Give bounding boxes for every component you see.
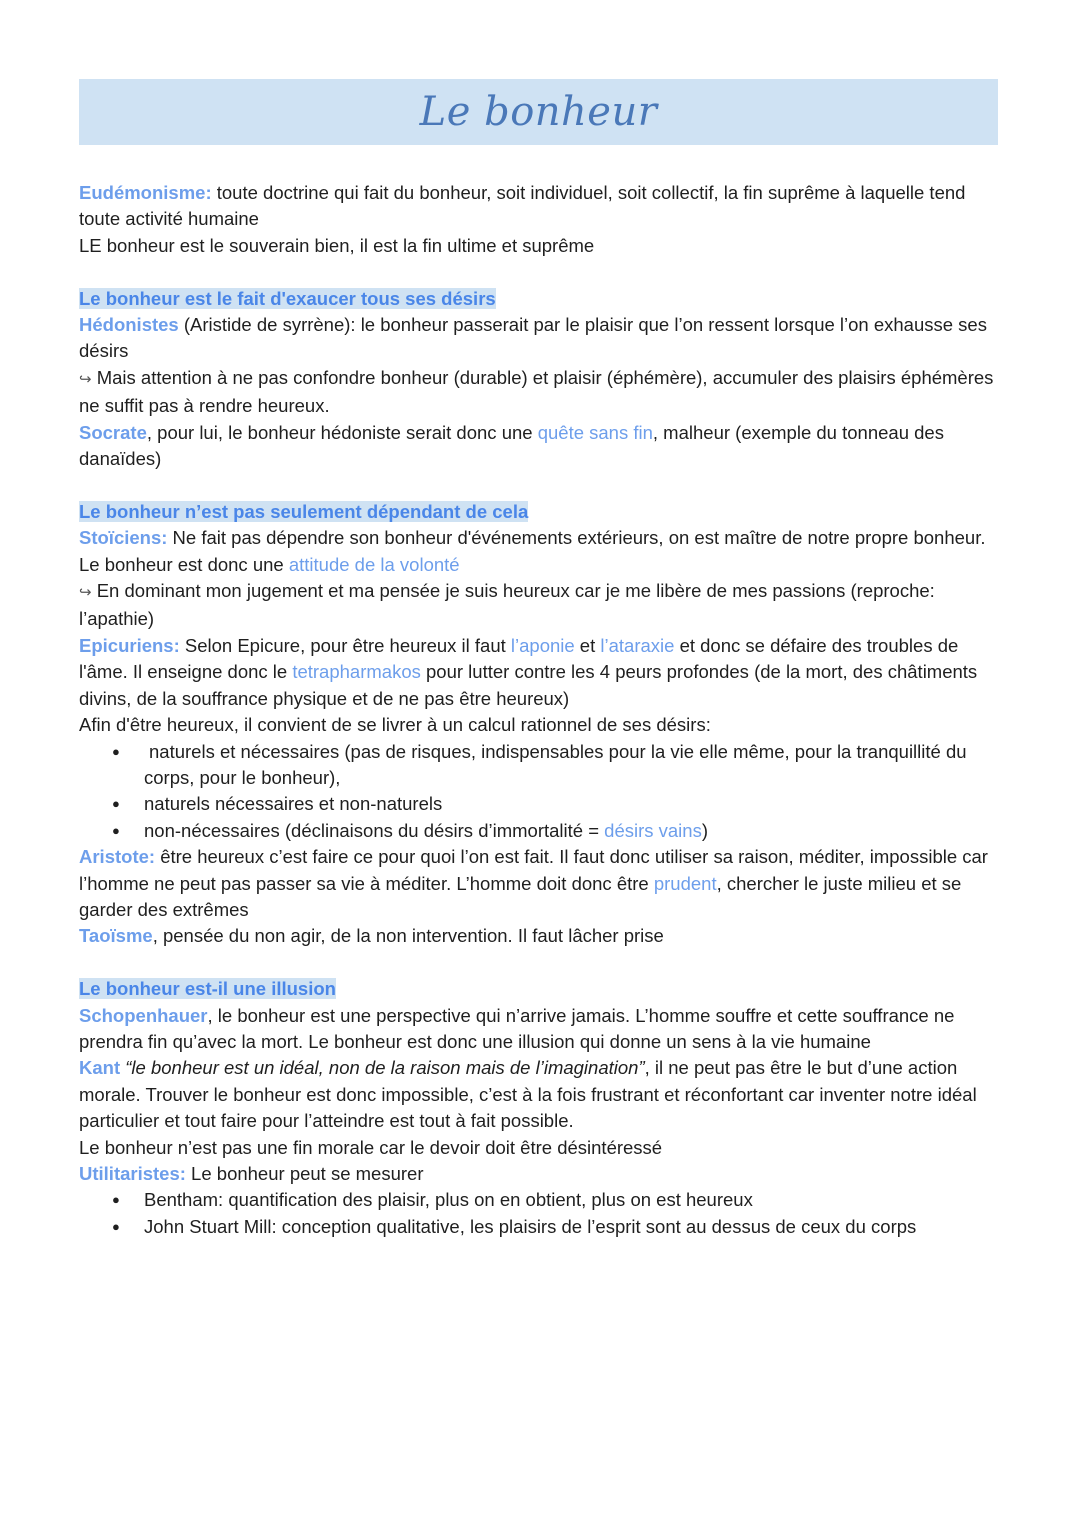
term-schopenhauer: Schopenhauer xyxy=(79,1004,208,1026)
title-banner xyxy=(79,79,998,145)
socrate-paragraph: Socrate, pour lui, le bonheur hédoniste serait donc une quête sans fin, malheur (exemple du tonneau des danaïdes) xyxy=(79,421,944,470)
intro-paragraph: Eudémonisme: toute doctrine qui fait du bonheur, soit individuel, soit collectif, la fin suprême à laquelle tend toute activité humaine xyxy=(79,182,966,230)
section-heading-2: Le bonheur n’est pas seulement dépendant de cela xyxy=(79,500,529,522)
aristote-paragraph: Aristote: être heureux c’est faire ce pour quoi l’on est fait. Il faut donc utiliser sa raison, méditer, impossible car l’homme ne peut pas passer sa vie à méditer. L’homme doit donc être prudent, chercher le juste milieu et se garder des extrêmes xyxy=(79,846,988,920)
hedonistes-paragraph: Hédonistes (Aristide de syrrène): le bonheur passerait par le plaisir que l’on ressent lorsque l’on exhausse ses désirs xyxy=(79,314,987,362)
term-utilitaristes: Utilitaristes: xyxy=(79,1162,186,1184)
arrow-paragraph-1: ↪ Mais attention à ne pas confondre bonheur (durable) et plaisir (éphémère), accumuler des plaisirs éphémères ne suffit pas à rendre heureux. xyxy=(79,366,994,417)
concept-desirs-vains: désirs vains xyxy=(604,819,702,841)
term-eudemonisme: Eudémonisme: xyxy=(79,182,212,203)
stoiciens-paragraph: Stoïciens: Ne fait pas dépendre son bonheur d'événements extérieurs, on est maître de notre propre bonheur. Le bonheur est donc une attitude de la volonté xyxy=(79,527,986,575)
term-socrate: Socrate xyxy=(79,421,147,443)
term-epicuriens: Epicuriens: xyxy=(79,634,180,656)
term-kant: Kant xyxy=(79,1057,121,1079)
term-hedonistes: Hédonistes xyxy=(79,314,179,336)
calcul-paragraph: Afin d'être heureux, il convient de se livrer à un calcul rationnel de ses désirs: xyxy=(79,714,711,736)
document-body xyxy=(79,180,1009,1240)
list-item: ● naturels et nécessaires (pas de risques, indispensables pour la vie elle même, pour la tranquillité du corps, pour le bonheur), xyxy=(79,739,1009,792)
list-item: ● non-nécessaires (déclinaisons du désirs d’immortalité = désirs vains) xyxy=(79,818,1009,844)
arrow-paragraph-2: ↪ En dominant mon jugement et ma pensée je suis heureux car je me libère de mes passions (reproche: l’apathie) xyxy=(79,580,935,630)
desirs-list xyxy=(79,739,1009,845)
utilitaristes-paragraph: Utilitaristes: Le bonheur peut se mesurer xyxy=(79,1162,424,1184)
section-heading-1: Le bonheur est le fait d'exaucer tous ses désirs xyxy=(79,287,496,309)
concept-aponie: l’aponie xyxy=(510,634,575,656)
schopenhauer-paragraph: Schopenhauer, le bonheur est une perspective qui n’arrive jamais. L’homme souffre et cette souffrance ne prendra fin qu’avec la mort. Le bonheur est donc une illusion qui donne un sens à la vie humaine xyxy=(79,1004,955,1052)
list-item: ● Bentham: quantification des plaisir, plus on en obtient, plus on est heureux xyxy=(79,1187,1009,1213)
term-stoiciens: Stoïciens: xyxy=(79,527,168,549)
concept-volonte: attitude de la volonté xyxy=(288,553,460,575)
moral-paragraph: Le bonheur n’est pas une fin morale car le devoir doit être désintéressé xyxy=(79,1136,663,1158)
utilitaristes-list xyxy=(79,1187,1009,1240)
concept-quete: quête sans fin xyxy=(537,421,653,443)
concept-prudent: prudent xyxy=(653,872,717,894)
page-title: Le bonheur xyxy=(419,89,658,135)
list-item: ● John Stuart Mill: conception qualitative, les plaisirs de l’esprit sont au dessus de ceux du corps xyxy=(79,1214,1009,1240)
epicuriens-paragraph: Epicuriens: Selon Epicure, pour être heureux il faut l’aponie et l’ataraxie et donc se défaire des troubles de l'âme. Il enseigne donc le tetrapharmakos pour lutter contre les 4 peurs profondes (de la mort, des châtiments divins, de la souffrance physique et de ne pas être heureux) xyxy=(79,634,978,709)
taoisme-paragraph: Taoïsme, pensée du non agir, de la non intervention. Il faut lâcher prise xyxy=(79,925,664,947)
section-heading-3: Le bonheur est-il une illusion xyxy=(79,978,336,1000)
kant-paragraph: Kant “le bonheur est un idéal, non de la raison mais de l’imagination”, il ne peut pas être le but d’une action morale. Trouver le bonheur est donc impossible, c’est à la fois frustrant et réconfortant car inventer notre idéal particulier et tout faire pour l’atteindre est tout à fait possible. xyxy=(79,1057,977,1132)
arrow-icon: ↪ xyxy=(79,584,92,602)
term-aristote: Aristote: xyxy=(79,846,156,868)
concept-tetrapharmakos: tetrapharmakos xyxy=(292,661,421,683)
arrow-icon: ↪ xyxy=(79,370,92,388)
concept-ataraxie: l’ataraxie xyxy=(600,634,675,656)
intro-line2: LE bonheur est le souverain bien, il est la fin ultime et suprême xyxy=(79,234,595,256)
kant-quote: “le bonheur est un idéal, non de la raison mais de l’imagination” xyxy=(120,1057,645,1079)
term-taoisme: Taoïsme xyxy=(79,925,153,947)
list-item: ● naturels nécessaires et non-naturels xyxy=(79,791,1009,817)
